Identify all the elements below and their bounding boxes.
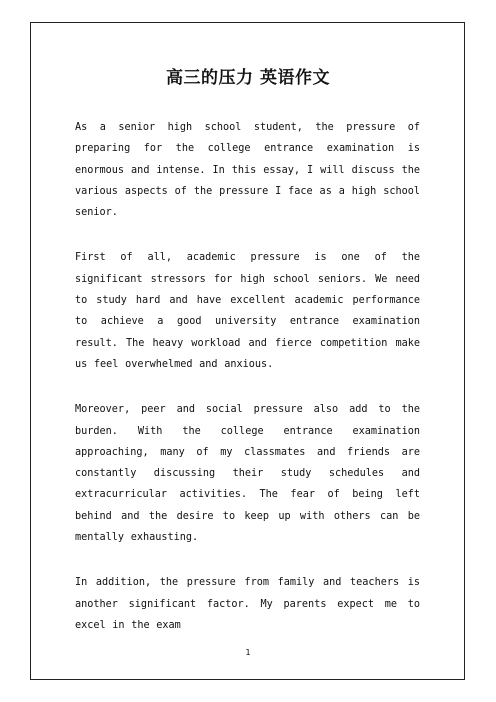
document-title: 高三的压力 英语作文: [166, 68, 330, 88]
page-number: 1: [245, 648, 251, 657]
paragraph-3: Moreover, peer and social pressure also add to the burden. With the college entrance examination approaching, many of my classmates and friends are constantly discussing their study schedules and extracurricular activities. The fear of being left behind and the desire to keep up with others can be mentally exhausting.: [75, 404, 420, 544]
paragraph-1: As a senior high school student, the pressure of preparing for the college entrance examination is enormous and intense. In this essay, I will discuss the various aspects of the pressure I face as a high school senior.: [75, 122, 420, 219]
paragraph-2: First of all, academic pressure is one of the significant stressors for high school seniors. We need to study hard and have excellent academic performance to achieve a good university entrance examination result. The heavy workload and fierce competition make us feel overwhelmed and anxious.: [75, 252, 420, 370]
paragraph-4: In addition, the pressure from family and teachers is another significant factor. My parents expect me to excel in the exam: [75, 577, 420, 631]
essay-body: [75, 117, 420, 660]
